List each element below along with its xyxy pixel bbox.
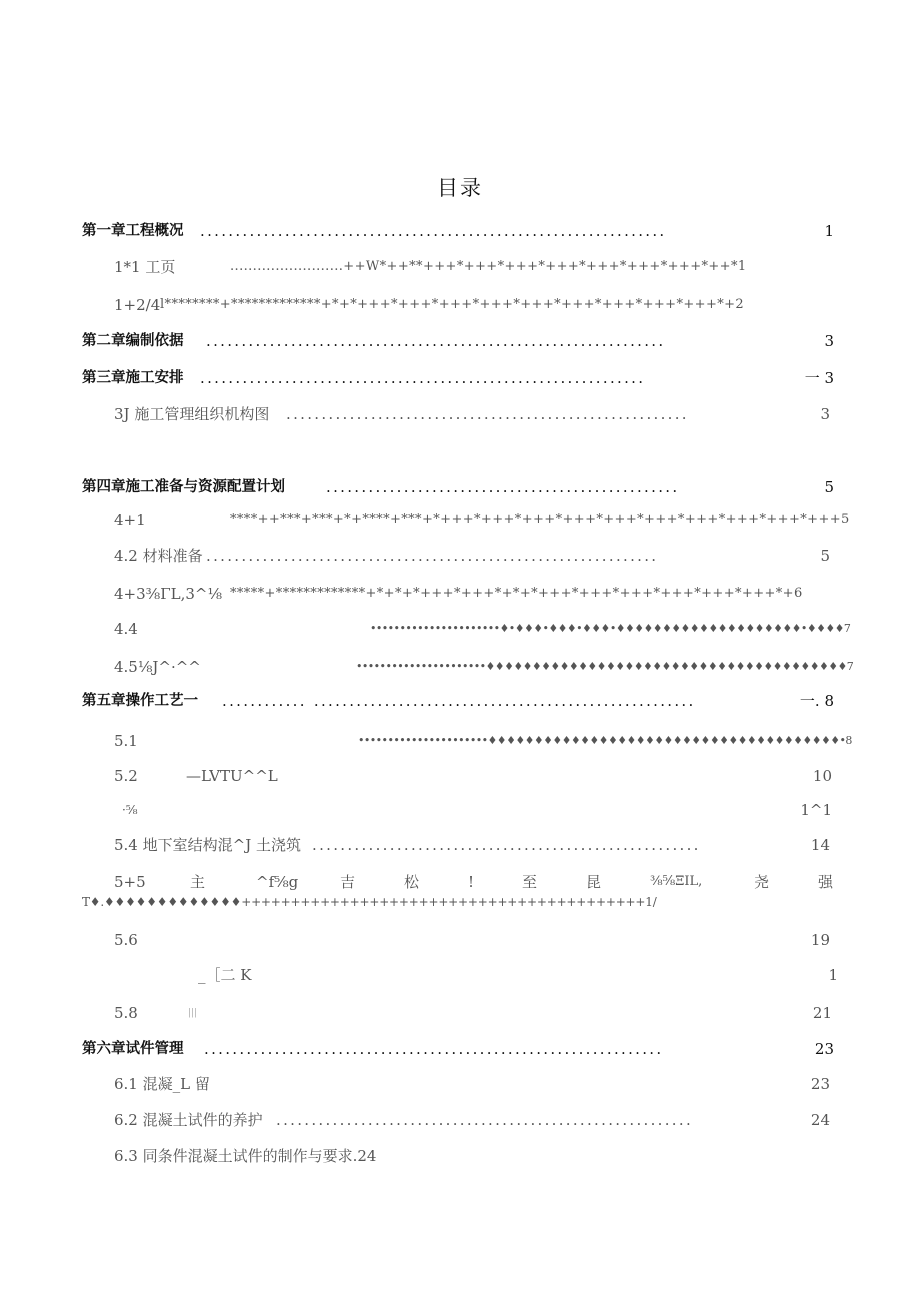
page-number: 3 xyxy=(824,332,834,350)
toc-entry-chapter-6[interactable] xyxy=(0,1036,920,1062)
page-number: 5 xyxy=(824,478,834,496)
leader-dots: ............................................................... xyxy=(200,369,646,387)
toc-entry-chapter-5[interactable] xyxy=(0,688,920,714)
toc-entry-5-5-continuation xyxy=(0,889,920,915)
entry-label: 第六章试件管理 xyxy=(82,1041,184,1057)
page-number: 19 xyxy=(810,931,830,949)
page-number: 一. 8 xyxy=(799,692,834,710)
leader-dots: ................................................................. xyxy=(204,1040,664,1058)
toc-entry-3-1[interactable] xyxy=(0,401,920,427)
entry-label: 4+3⅜ΓL,3^⅛ xyxy=(114,585,222,603)
leader-dots: ........................................................... xyxy=(276,1111,694,1129)
leader-garbled: .........................++W*++**+++*+++*+++*+++*+++*+++*+++*++*1 xyxy=(230,259,747,274)
spread-char: ! xyxy=(468,873,475,891)
page-number: 3 xyxy=(820,405,830,423)
toc-entry-chapter-3[interactable] xyxy=(0,365,920,391)
entry-label: 4.2 材料准备 xyxy=(114,547,203,565)
page-number: 一 3 xyxy=(804,369,834,387)
spread-char: 尧 xyxy=(754,873,770,891)
spread-char: 主 xyxy=(190,873,206,891)
entry-label: _［二 K xyxy=(198,966,252,984)
leader-dots: ................................................................ xyxy=(206,547,659,565)
toc-entry-4-4[interactable] xyxy=(0,616,920,642)
entry-label: 5.2 xyxy=(114,767,138,785)
toc-entry-chapter-2[interactable] xyxy=(0,328,920,354)
leader-dots: .................................................. xyxy=(326,478,680,496)
toc-entry-6-3[interactable] xyxy=(0,1143,920,1169)
page-number: 1 xyxy=(828,966,838,984)
entry-label: 1*1 工页 xyxy=(114,258,176,276)
leader-dots: ................................................................. xyxy=(206,332,666,350)
spread-char: 昆 xyxy=(586,873,602,891)
entry-label: 第三章施工安排 xyxy=(82,370,184,386)
entry-label: 3J 施工管理组织机构图 xyxy=(114,405,270,423)
entry-label: 6.3 同条件混凝土试件的制作与要求.24 xyxy=(114,1147,377,1165)
toc-entry-5-3[interactable] xyxy=(0,797,920,823)
toc-entry-4-1[interactable] xyxy=(0,507,920,533)
entry-label: 1+2/4 xyxy=(114,296,161,314)
toc-entry-5-2[interactable] xyxy=(0,763,920,789)
leader-dots: ....................................................... xyxy=(312,836,701,854)
page-number: 1^1 xyxy=(800,801,832,819)
toc-entry-6-2[interactable] xyxy=(0,1107,920,1133)
leader-garbled: *****+*************+*+*+*+++*+++*+*+*+++*+++*+++*+++*+++*+++*+6 xyxy=(230,586,803,601)
entry-label: 6.1 混凝_L 留 xyxy=(114,1075,210,1093)
leader-dots: ......................................................... xyxy=(286,405,689,423)
toc-entry-5-7[interactable] xyxy=(0,962,920,988)
entry-garbled-text: —LVTU^^L xyxy=(186,767,278,785)
spread-char: 吉 xyxy=(340,873,356,891)
spread-char: 松 xyxy=(404,873,420,891)
toc-entry-4-2[interactable] xyxy=(0,543,920,569)
page-number: 1 xyxy=(824,222,834,240)
entry-label: 4.4 xyxy=(114,620,138,638)
entry-label: 5+5 xyxy=(114,873,146,891)
entry-label: 6.2 混凝土试件的养护 xyxy=(114,1111,263,1129)
entry-label: 5.6 xyxy=(114,931,138,949)
entry-label: 第二章编制依据 xyxy=(82,333,184,349)
spread-char: 强 xyxy=(818,873,834,891)
entry-label: 5.4 地下室结构混^J 土浇筑 xyxy=(114,836,301,854)
page-number: 23 xyxy=(814,1040,834,1058)
page-number: 10 xyxy=(812,767,832,785)
entry-label: 4.5⅛J^·^^ xyxy=(114,658,201,676)
entry-label: ·⅝ xyxy=(122,803,138,817)
leader-garbled: l********+*************+*+*+++*+++*+++*+++*+++*+++*+++*+++*+++*+2 xyxy=(160,297,745,312)
leader-dots: ............ ...................................................... xyxy=(222,692,696,710)
toc-entry-1-2[interactable] xyxy=(0,292,920,318)
leader-garbled: ••••••••••••••••••••••♦♦♦♦♦♦♦♦♦♦♦♦♦♦♦♦♦♦♦♦♦♦♦♦♦♦♦♦♦♦♦♦♦♦♦♦♦♦•8 xyxy=(358,734,852,747)
page-number: 14 xyxy=(810,836,830,854)
toc-entry-chapter-1[interactable] xyxy=(0,218,920,244)
entry-label: 第五章操作工艺一 xyxy=(82,693,198,709)
page-number: 5 xyxy=(820,547,830,565)
entry-label: 5.1 xyxy=(114,732,138,750)
toc-entry-5-6[interactable] xyxy=(0,927,920,953)
leader-garbled: ****++***+***+*+****+***+*+++*+++*+++*+++*+++*+++*+++*+++*+++*+++5 xyxy=(230,512,850,527)
spread-char: ⅜⅝ΞIL, xyxy=(650,874,703,889)
page-number: 21 xyxy=(812,1004,832,1022)
entry-garbled-text: ||| xyxy=(188,1008,198,1018)
page-number: 23 xyxy=(810,1075,830,1093)
entry-label: 第一章工程概况 xyxy=(82,223,184,239)
toc-entry-chapter-4[interactable] xyxy=(0,474,920,500)
leader-garbled: ••••••••••••••••••••••♦•♦♦♦•♦♦♦•♦♦♦•♦♦♦♦♦♦♦♦♦♦♦♦♦♦♦♦♦♦♦♦•♦♦♦♦7 xyxy=(370,622,851,635)
toc-entry-4-3[interactable] xyxy=(0,581,920,607)
leader-dots: .................................................................. xyxy=(200,222,667,240)
page-number: 24 xyxy=(810,1111,830,1129)
entry-label: 4+1 xyxy=(114,511,146,529)
toc-title: 目录 xyxy=(437,176,483,200)
spread-char: 至 xyxy=(522,873,538,891)
toc-entry-4-5[interactable] xyxy=(0,654,920,680)
leader-garbled: T♦.♦♦♦♦♦♦♦♦♦♦♦♦♦+++++++++++++++++++++++++++++++++++++++++1/ xyxy=(82,895,657,909)
toc-entry-6-1[interactable] xyxy=(0,1071,920,1097)
leader-garbled: ••••••••••••••••••••••♦♦♦♦♦♦♦♦♦♦♦♦♦♦♦♦♦♦♦♦♦♦♦♦♦♦♦♦♦♦♦♦♦♦♦♦♦♦♦7 xyxy=(356,660,854,673)
toc-entry-5-1[interactable] xyxy=(0,728,920,754)
entry-label: 第四章施工准备与资源配置计划 xyxy=(82,479,285,495)
toc-entry-5-8[interactable] xyxy=(0,1000,920,1026)
toc-entry-1-1[interactable] xyxy=(0,254,920,280)
spread-char: ^f⅝g xyxy=(256,873,299,891)
entry-label: 5.8 xyxy=(114,1004,138,1022)
toc-entry-5-4[interactable] xyxy=(0,832,920,858)
